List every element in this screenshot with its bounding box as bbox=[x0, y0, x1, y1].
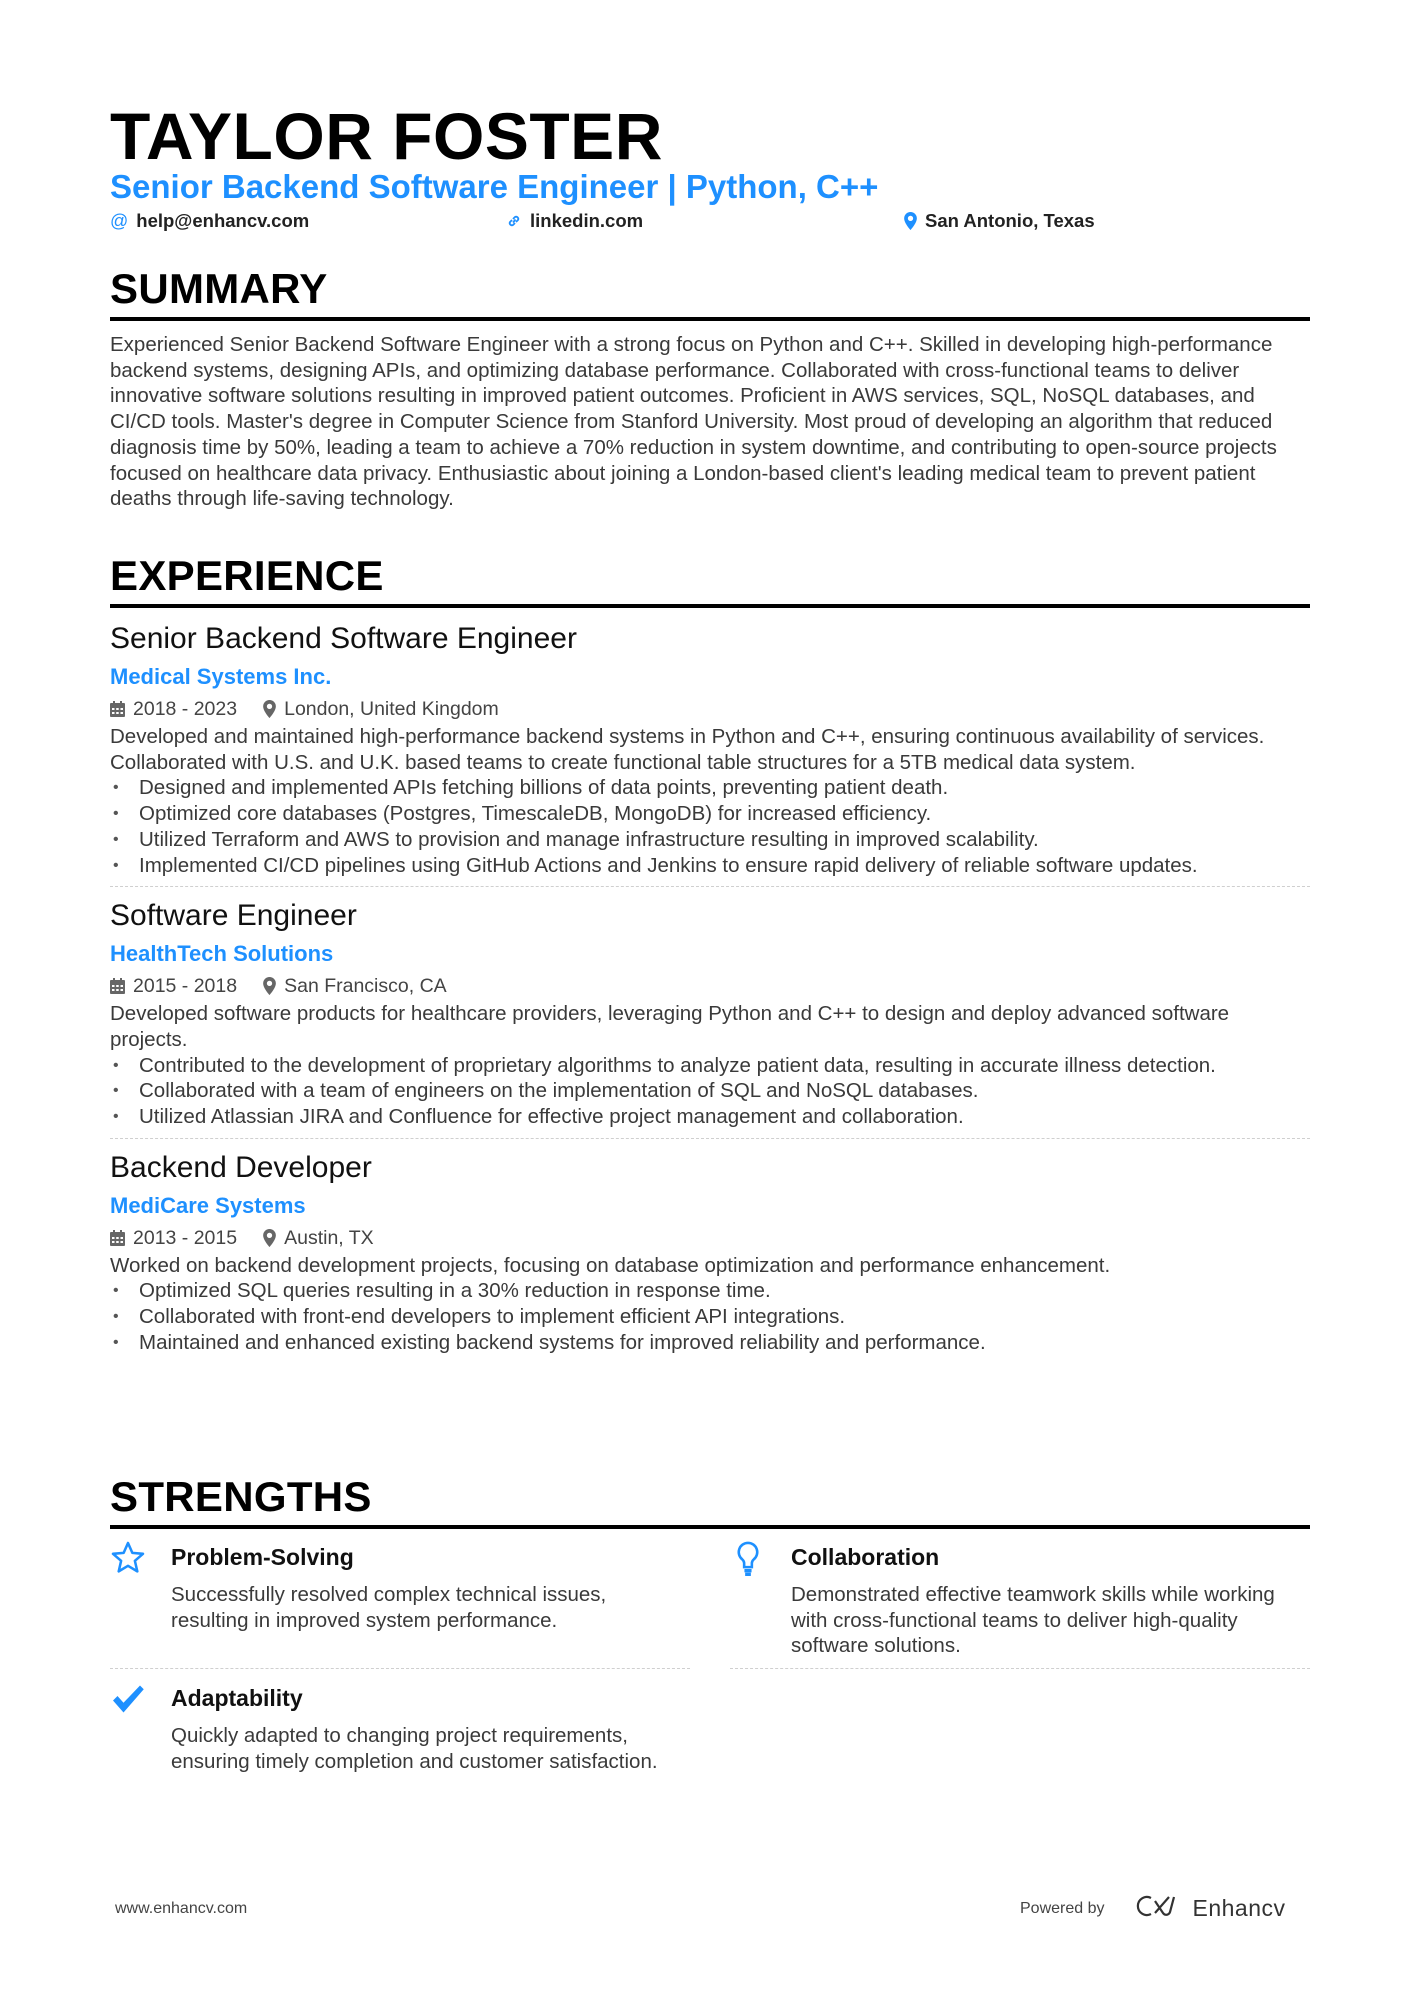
job-meta bbox=[110, 694, 1310, 724]
job-meta bbox=[110, 971, 1310, 1001]
company-name[interactable]: MediCare Systems bbox=[110, 1192, 306, 1218]
email-text: help@enhancv.com bbox=[136, 210, 310, 231]
job-location: Austin, TX bbox=[284, 1226, 374, 1249]
strength-description: Demonstrated effective teamwork skills while working with cross-functional teams to deliver high-quality software solutions. bbox=[791, 1583, 1275, 1658]
calendar-icon bbox=[110, 701, 125, 717]
job-description: Developed software products for healthcare providers, leveraging Python and C++ to design and deploy advanced software projects. bbox=[110, 1002, 1230, 1051]
location-pin-icon bbox=[263, 1229, 276, 1247]
powered-by-label: Powered by bbox=[1020, 1899, 1105, 1917]
calendar-icon bbox=[110, 978, 125, 994]
powered-by bbox=[1020, 1893, 1286, 1924]
summary-divider bbox=[110, 317, 1310, 321]
summary-heading: SUMMARY bbox=[110, 265, 328, 312]
link-icon bbox=[506, 213, 522, 229]
checkmark-icon bbox=[110, 1681, 150, 1721]
enhancv-brand: Enhancv bbox=[1192, 1895, 1286, 1921]
job-location: London, United Kingdom bbox=[284, 698, 499, 720]
candidate-title: Senior Backend Software Engineer | Python, C++ bbox=[110, 168, 879, 205]
strength-divider bbox=[110, 1668, 690, 1669]
location-text: San Antonio, Texas bbox=[925, 210, 1095, 231]
strength-divider bbox=[730, 1668, 1310, 1669]
experience-divider bbox=[110, 604, 1310, 608]
bullet-item: • Optimized SQL queries resulting in a 30% reduction in response time. bbox=[110, 1278, 1310, 1304]
enhancv-logo-icon bbox=[1133, 1893, 1179, 1924]
job-dates: 2015 - 2018 bbox=[133, 975, 238, 998]
job-bullets bbox=[110, 1278, 1310, 1355]
at-icon: @ bbox=[110, 210, 129, 231]
lightbulb-icon bbox=[730, 1540, 770, 1580]
job-meta bbox=[110, 1223, 1310, 1253]
contact-linkedin[interactable] bbox=[506, 210, 643, 232]
contact-bar bbox=[110, 210, 1310, 236]
candidate-name: TAYLOR FOSTER bbox=[110, 99, 663, 173]
calendar-icon bbox=[110, 1230, 125, 1246]
strength-title: Collaboration bbox=[791, 1544, 940, 1570]
strength-title: Problem-Solving bbox=[171, 1544, 354, 1570]
job-dates: 2018 - 2023 bbox=[133, 698, 238, 720]
bullet-item: • Implemented CI/CD pipelines using GitHub Actions and Jenkins to ensure rapid delivery of reliable software updates. bbox=[110, 853, 1310, 879]
bullet-item: • Contributed to the development of proprietary algorithms to analyze patient data, resulting in accurate illness detection. bbox=[110, 1053, 1310, 1079]
job-bullets bbox=[110, 775, 1310, 878]
star-icon bbox=[110, 1540, 150, 1580]
website-link[interactable]: www.enhancv.com bbox=[115, 1900, 248, 1917]
location-pin-icon bbox=[263, 977, 276, 995]
company-name[interactable]: HealthTech Solutions bbox=[110, 941, 334, 967]
bullet-item: • Utilized Terraform and AWS to provision and manage infrastructure resulting in improved scalability. bbox=[110, 827, 1310, 853]
bullet-item: • Collaborated with a team of engineers on the implementation of SQL and NoSQL databases. bbox=[110, 1078, 1310, 1104]
job-description: Worked on backend development projects, focusing on database optimization and performance enhancement. bbox=[110, 1253, 1111, 1277]
job-location: San Francisco, CA bbox=[284, 975, 447, 998]
job-bullets bbox=[110, 1053, 1310, 1130]
job-title: Software Engineer bbox=[110, 899, 357, 933]
bullet-item: • Optimized core databases (Postgres, TimescaleDB, MongoDB) for increased efficiency. bbox=[110, 801, 1310, 827]
contact-email[interactable] bbox=[110, 210, 309, 232]
strength-description: Quickly adapted to changing project requirements, ensuring timely completion and customer satisfaction. bbox=[171, 1724, 658, 1773]
job-entry bbox=[110, 1147, 1310, 1364]
job-description: Developed and maintained high-performance backend systems in Python and C++, ensuring continuous availability of services. Collaborated with U.S. and U.K. based teams to create functional table structures for a 5TB medical data system. bbox=[110, 725, 1265, 774]
strengths-heading: STRENGTHS bbox=[110, 1473, 372, 1520]
strengths-divider bbox=[110, 1525, 1310, 1529]
linkedin-text: linkedin.com bbox=[530, 210, 644, 231]
experience-heading: EXPERIENCE bbox=[110, 552, 384, 599]
strength-title: Adaptability bbox=[171, 1685, 303, 1711]
location-pin-icon bbox=[263, 700, 276, 718]
summary-text: Experienced Senior Backend Software Engineer with a strong focus on Python and C++. Skilled in developing high-performance backend systems, designing APIs, and optimizing database performance. Collaborated with cross-functional teams to deliver innovative software solutions resulting in improved patient outcomes. Proficient in AWS services, SQL, NoSQL databases, and CI/CD tools. Master's degree in Computer Science from Stanford University. Most proud of developing an algorithm that reduced diagnosis time by 50%, leading a team to achieve a 70% reduction in system downtime, and contributing to open-source projects focused on healthcare data privacy. Enthusiastic about joining a London-based client's leading medical team to prevent patient deaths through life-saving technology. bbox=[110, 333, 1277, 511]
job-entry bbox=[110, 895, 1310, 1139]
bullet-item: • Designed and implemented APIs fetching billions of data points, preventing patient death. bbox=[110, 775, 1310, 801]
job-title: Senior Backend Software Engineer bbox=[110, 622, 577, 655]
location-pin-icon bbox=[904, 212, 917, 230]
strength-description: Successfully resolved complex technical issues, resulting in improved system performance. bbox=[171, 1583, 607, 1632]
company-name[interactable]: Medical Systems Inc. bbox=[110, 664, 332, 689]
bullet-item: • Collaborated with front-end developers to implement efficient API integrations. bbox=[110, 1304, 1310, 1330]
job-entry bbox=[110, 618, 1310, 887]
job-title: Backend Developer bbox=[110, 1150, 372, 1184]
bullet-item: • Utilized Atlassian JIRA and Confluence for effective project management and collaboration. bbox=[110, 1104, 1310, 1130]
experience-list bbox=[110, 618, 1310, 1372]
bullet-item: • Maintained and enhanced existing backend systems for improved reliability and performance. bbox=[110, 1330, 1310, 1356]
contact-location bbox=[904, 210, 1095, 232]
job-dates: 2013 - 2015 bbox=[133, 1226, 238, 1249]
